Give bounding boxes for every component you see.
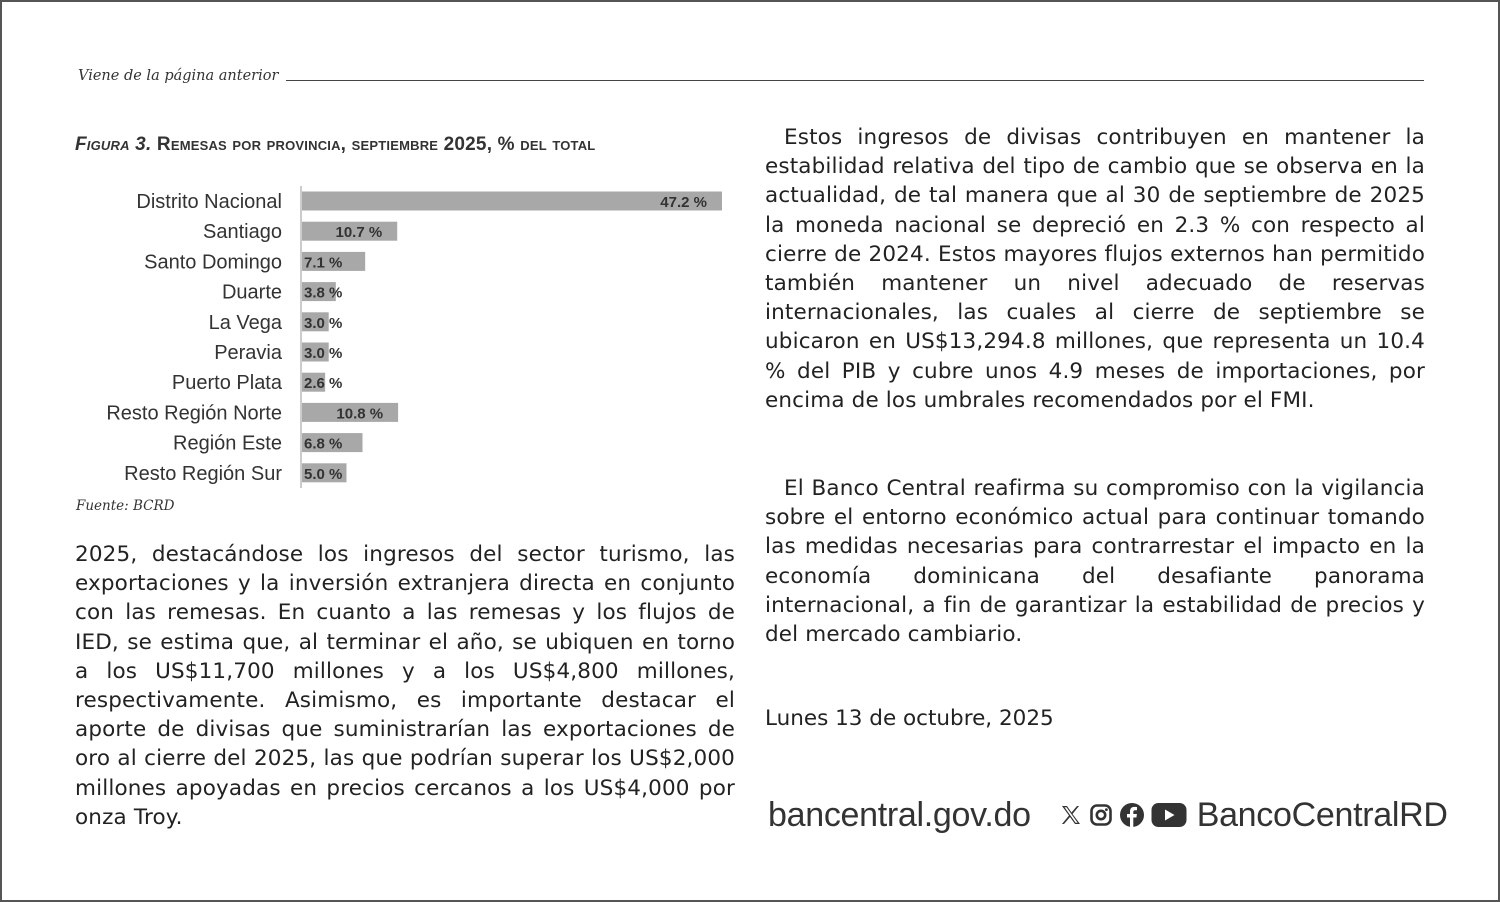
- category-label: Resto Región Sur: [124, 462, 282, 485]
- value-label: 7.1 %: [304, 254, 343, 272]
- category-label: Santiago: [203, 221, 282, 244]
- category-label: La Vega: [208, 311, 282, 334]
- figure-number: Figura 3.: [75, 134, 152, 155]
- right-paragraph-1: Estos ingresos de divisas contribuyen en mantener la estabilidad relativa del tipo de cambio que se observa en la actualidad, de tal manera que al 30 de septiembre de 2025 la moneda nacional se depreció en 2.3 % con respecto al cierre de 2024. Estos mayores flujos externos han permitido también mantener un nivel adecuado de reservas internacionales, las cuales al cierre de septiembre se ubicaron en US$13,294.8 millones, que representa un 10.4 % del PIB y cubre unos 4.9 meses de importaciones, por encima de los umbrales recomendados por el FMI.: [765, 125, 1425, 413]
- social-handle[interactable]: BancoCentralRD: [1196, 795, 1448, 834]
- instagram-icon[interactable]: [1089, 803, 1113, 827]
- figure-source: Fuente: BCRD: [76, 498, 175, 514]
- remittances-bar-chart: [75, 180, 735, 495]
- value-label: 5.0 %: [304, 465, 343, 483]
- right-paragraph-2: El Banco Central reafirma su compromiso con la vigilancia sobre el entorno económico actual para continuar tomando las medidas necesarias para contrarrestar el impacto en la economía dominicana del desafiante panorama internacional, a fin de garantizar la estabilidad de precios y del mercado cambiario.: [765, 476, 1425, 648]
- youtube-icon[interactable]: [1151, 802, 1187, 828]
- value-label: 47.2 %: [660, 194, 707, 211]
- category-label: Resto Región Norte: [106, 402, 282, 425]
- value-label: 3.0 %: [304, 345, 343, 362]
- value-label: 10.7 %: [335, 224, 383, 242]
- value-label: 2.6 %: [304, 375, 343, 393]
- category-label: Región Este: [173, 432, 282, 455]
- value-label: 3.0 %: [304, 314, 343, 332]
- left-paragraph: 2025, destacándose los ingresos del sector turismo, las exportaciones y la inversión extranjera directa en conjunto con las remesas. En cuanto a las remesas y los flujos de IED, se estima que, al terminar el año, se ubiquen en torno a los US$11,700 millones y a los US$4,800 millones, respectivamente. Asimismo, es importante destacar el aporte de divisas que suministrarían las exportaciones de oro al cierre del 2025, las que podrían superar los US$2,000 millones apoyadas en precios cercanos a los US$4,000 por onza Troy.: [75, 542, 735, 830]
- value-label: 6.8 %: [304, 435, 343, 453]
- category-label: Distrito Nacional: [136, 191, 282, 213]
- bar: [302, 192, 722, 211]
- category-label: Santo Domingo: [144, 251, 282, 274]
- header-rule: [286, 80, 1424, 81]
- continued-text: Viene de la página anterior: [78, 68, 279, 84]
- website-link[interactable]: bancentral.gov.do: [768, 795, 1031, 834]
- value-label: 3.8 %: [304, 284, 343, 302]
- figure-title: [75, 134, 735, 156]
- category-label: Peravia: [214, 342, 282, 364]
- category-label: Puerto Plata: [171, 372, 282, 395]
- category-label: Duarte: [221, 281, 282, 304]
- x-icon[interactable]: [1059, 803, 1083, 827]
- footer: [768, 790, 1448, 840]
- facebook-icon[interactable]: [1119, 802, 1145, 828]
- continued-header: [78, 64, 1424, 84]
- publication-date: Lunes 13 de octubre, 2025: [765, 706, 1054, 731]
- value-label: 10.8 %: [336, 405, 384, 423]
- figure-title-text: Remesas por provincia, septiembre 2025, % del total: [156, 134, 596, 155]
